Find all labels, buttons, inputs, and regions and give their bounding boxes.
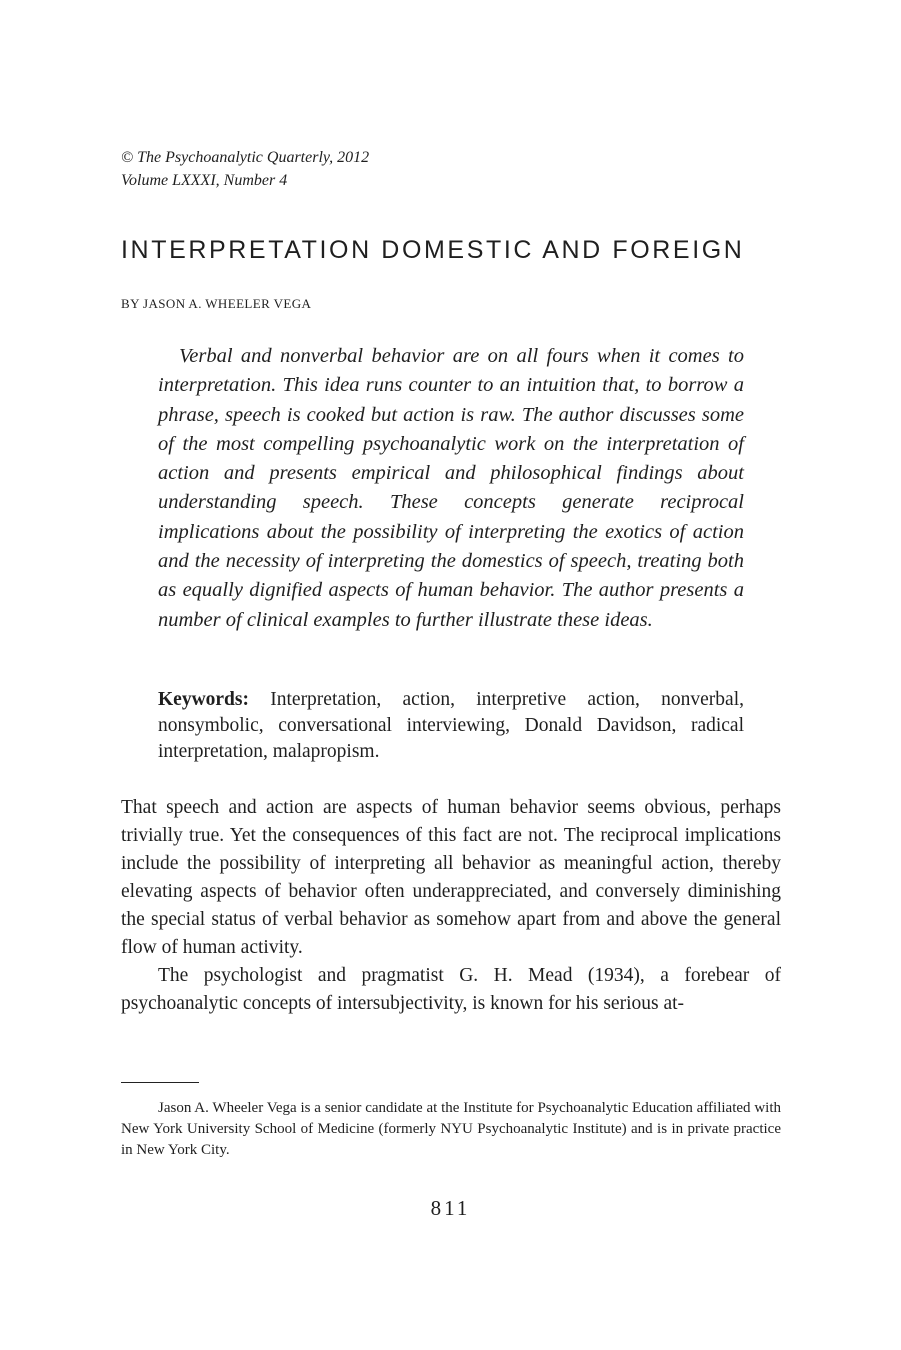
keywords-text: Interpretation, action, interpretive action, nonverbal, nonsymbolic, conversational interviewing, Donald Davidson, radical interpretation, malapropism. xyxy=(158,689,744,762)
footnote-text: Jason A. Wheeler Vega is a senior candidate at the Institute for Psychoanalytic Education affiliated with New York University School of Medicine (formerly NYU Psychoanalytic Institute) and is in private practice in New York City. xyxy=(121,1100,781,1158)
journal-citation: © The Psychoanalytic Quarterly, 2012 xyxy=(121,149,370,166)
author-byline: BY JASON A. WHEELER VEGA xyxy=(121,296,312,311)
page-number: 811 xyxy=(430,1196,471,1220)
keywords-label: Keywords: xyxy=(158,689,249,710)
keywords xyxy=(158,687,744,765)
footnote-divider xyxy=(121,1082,199,1083)
journal-volume: Volume LXXXI, Number 4 xyxy=(121,172,288,189)
abstract-text: Verbal and nonverbal behavior are on all fours when it comes to interpretation. This idea runs counter to an intuition that, to borrow a phrase, speech is cooked but action is raw. The author discusses some of the most compelling psychoanalytic work on the interpretation of action and presents empirical and philosophical findings about understanding speech. These concepts generate reciprocal implications about the possibility of interpreting the exotics of action and the necessity of interpreting the domestics of speech, treating both as equally dignified aspects of human behavior. The author presents a number of clinical examples to further illustrate these ideas. xyxy=(158,345,744,631)
article-body xyxy=(121,794,781,1018)
article-title: INTERPRETATION DOMESTIC AND FOREIGN xyxy=(121,236,745,264)
journal-header xyxy=(121,146,369,192)
body-paragraph: The psychologist and pragmatist G. H. Mead (1934), a forebear of psychoanalytic concepts of intersubjectivity, is known for his serious at- xyxy=(121,965,781,1014)
body-paragraph: That speech and action are aspects of human behavior seems obvious, perhaps trivially true. Yet the consequences of this fact are not. The reciprocal implications include the possibility of interpreting all behavior as meaningful action, thereby elevating aspects of behavior often underappreciated, and conversely diminishing the special status of verbal behavior as somehow apart from and above the general flow of human activity. xyxy=(121,797,781,958)
abstract xyxy=(158,342,744,635)
author-footnote xyxy=(121,1098,781,1161)
